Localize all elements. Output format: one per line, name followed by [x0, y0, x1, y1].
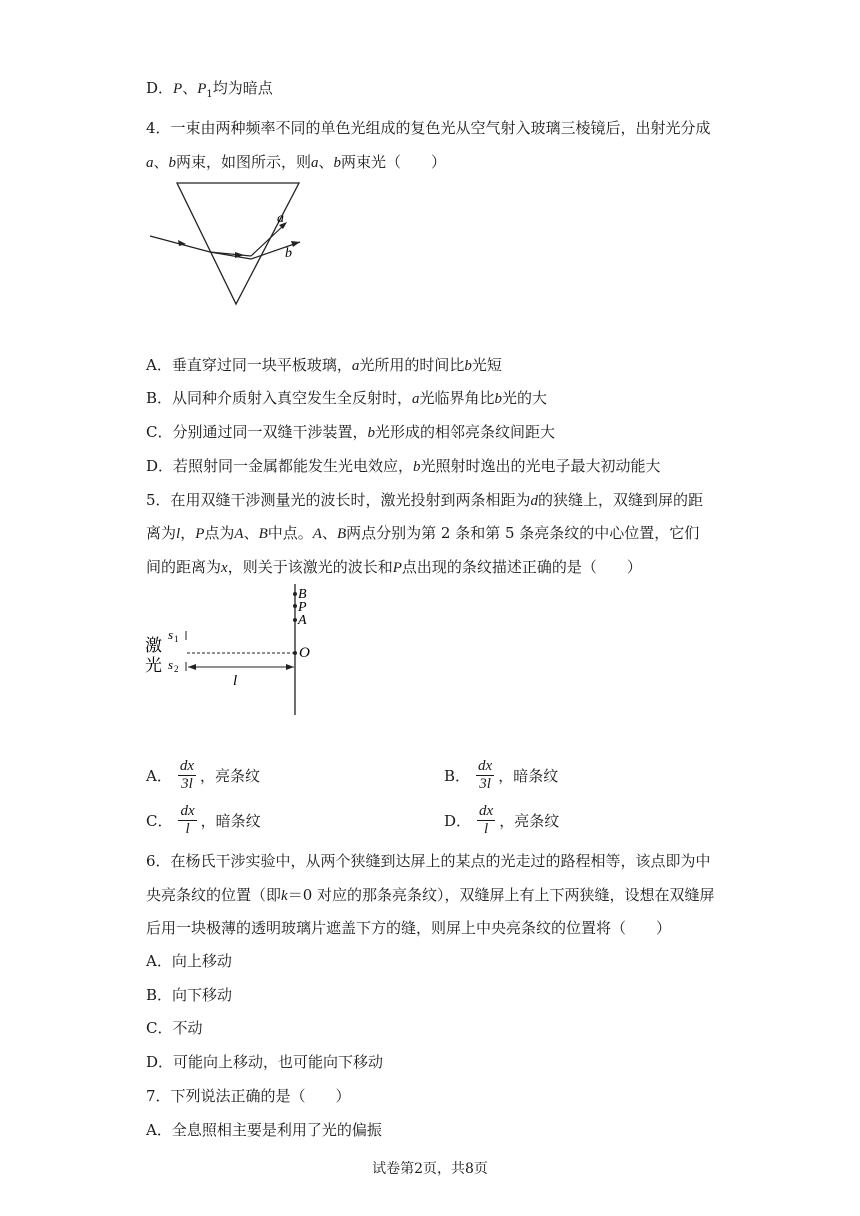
text: 的狭缝上，双缝到屏的距 — [538, 491, 704, 509]
label-s2-sub: 2 — [174, 664, 179, 674]
numerator: dx — [180, 802, 195, 819]
q6-option-a: A．向上移动 — [146, 952, 232, 970]
text: 中点。 — [267, 524, 313, 542]
q6-stem-line3: 后用一块极薄的透明玻璃片遮盖下方的缝，则屏上中央亮条纹的位置将（ ） — [146, 919, 672, 937]
text: 光临界角比 — [419, 389, 495, 407]
text: 、 — [318, 153, 334, 171]
text: B．从同种介质射入真空发生全反射时， — [146, 389, 413, 407]
var-a: A — [234, 526, 244, 542]
page-footer: 试卷第2页，共8页 — [372, 1161, 488, 1177]
text: 两束，如图所示，则 — [176, 153, 312, 171]
text: D．若照射同一金属都能发生光电效应， — [146, 457, 414, 475]
var: b — [367, 425, 375, 441]
point-b — [293, 592, 297, 596]
numerator: dx — [179, 757, 195, 774]
label-s2: s — [168, 657, 174, 672]
numerator: dx — [479, 802, 494, 819]
option-label: C． — [146, 811, 173, 830]
var-x: x — [221, 560, 228, 576]
option-text: ，暗条纹 — [200, 811, 261, 830]
denominator: 3l — [479, 775, 491, 792]
separator: 、 — [182, 79, 198, 97]
option-label: D． — [444, 811, 472, 830]
arrow-head — [286, 664, 294, 670]
var-b: b — [333, 155, 342, 171]
text: 、 — [153, 153, 169, 171]
option-label: A． — [146, 766, 172, 785]
text: 两点分别为第 2 条和第 5 条亮条纹的中心位置，它们 — [346, 524, 700, 542]
point-a — [293, 618, 297, 622]
text: ，则关于该激光的波长和 — [227, 558, 393, 576]
option-label: D． — [146, 79, 174, 97]
label-laser-2: 光 — [145, 656, 162, 675]
text: 央亮条纹的位置（即 — [146, 886, 282, 904]
denominator: 3l — [181, 775, 193, 792]
fraction — [178, 758, 196, 793]
q5-option-d — [444, 798, 559, 842]
q6-stem-line1: 6．在杨氏干涉实验中，从两个狭缝到达屏上的某点的光走过的路程相等，该点即为中 — [146, 852, 711, 870]
numerator: dx — [478, 757, 493, 774]
text: ＝0 对应的那条亮条纹），双缝屏上有上下两狭缝，设想在双缝屏 — [287, 886, 715, 904]
label-s1-sub: 1 — [174, 634, 179, 644]
var-b: B — [336, 526, 347, 542]
text: 光所用的时间比 — [359, 356, 465, 374]
var-a: a — [311, 155, 319, 171]
var-p1: P — [197, 81, 207, 97]
var-k: k — [281, 888, 288, 904]
text: 、 — [321, 524, 337, 542]
q5-option-b — [444, 753, 558, 797]
var-p: P — [392, 560, 402, 576]
var: b — [494, 391, 503, 407]
var: a — [412, 391, 420, 407]
var: b — [464, 358, 472, 374]
q6-option-c: C．不动 — [146, 1019, 203, 1037]
var: b — [413, 459, 421, 475]
var-l: l — [176, 526, 181, 542]
option-text: ，亮条纹 — [200, 766, 261, 785]
text: 、 — [243, 524, 259, 542]
fraction — [178, 803, 196, 838]
option-label: B． — [444, 766, 471, 785]
var-p: P — [173, 81, 183, 97]
q7-option-a: A．全息照相主要是利用了光的偏振 — [146, 1121, 382, 1139]
text: 光形成的相邻亮条纹间距大 — [374, 423, 555, 441]
label-A: A — [298, 613, 307, 628]
fraction — [477, 803, 495, 838]
text: 光短 — [471, 356, 502, 374]
denominator: l — [484, 820, 489, 837]
var-b: b — [168, 155, 177, 171]
point-o — [293, 651, 297, 655]
var-p: P — [195, 526, 205, 542]
text: 点为 — [204, 524, 235, 542]
label-l: l — [233, 673, 238, 689]
var-b: B — [258, 526, 268, 542]
label-B: B — [298, 587, 307, 602]
q5-option-a — [146, 753, 260, 797]
text: 两束光（ ） — [341, 153, 447, 171]
option-text: 均为暗点 — [212, 79, 273, 97]
q7-stem: 7．下列说法正确的是（ ） — [146, 1087, 351, 1105]
label-laser-1: 激 — [145, 636, 162, 655]
q6-stem-line2 — [146, 885, 715, 906]
q4-stem-line1: 4．一束由两种频率不同的单色光组成的复色光从空气射入玻璃三棱镜后，出射光分成 — [146, 119, 711, 137]
text: ， — [180, 524, 196, 542]
text: 点出现的条纹描述正确的是（ ） — [401, 558, 642, 576]
point-p — [293, 604, 297, 608]
fraction — [476, 758, 494, 793]
text: 光的大 — [502, 389, 548, 407]
q6-option-d: D．可能向上移动，也可能向下移动 — [146, 1053, 384, 1071]
label-a: a — [277, 211, 284, 226]
label-s1: s — [168, 627, 174, 642]
text: A．垂直穿过同一块平板玻璃， — [146, 356, 352, 374]
subscript: 1 — [206, 89, 213, 100]
var-a: a — [146, 155, 154, 171]
var-d: d — [530, 493, 539, 509]
option-text: ，亮条纹 — [499, 811, 560, 830]
var-a: A — [312, 526, 322, 542]
var: a — [351, 358, 360, 374]
text: 光照射时逸出的光电子最大初动能大 — [420, 457, 661, 475]
label-b: b — [285, 246, 292, 261]
label-P: P — [298, 600, 307, 615]
arrow-head — [188, 664, 196, 670]
text: 离为 — [146, 524, 177, 542]
q6-option-b: B．向下移动 — [146, 986, 233, 1004]
text: 5．在用双缝干涉测量光的波长时，激光投射到两条相距为 — [146, 491, 531, 509]
denominator: l — [185, 820, 190, 837]
q5-option-c — [146, 798, 261, 842]
label-O: O — [299, 645, 310, 661]
text: 间的距离为 — [146, 558, 222, 576]
option-text: ，暗条纹 — [498, 766, 559, 785]
text: C．分别通过同一双缝干涉装置， — [146, 423, 368, 441]
